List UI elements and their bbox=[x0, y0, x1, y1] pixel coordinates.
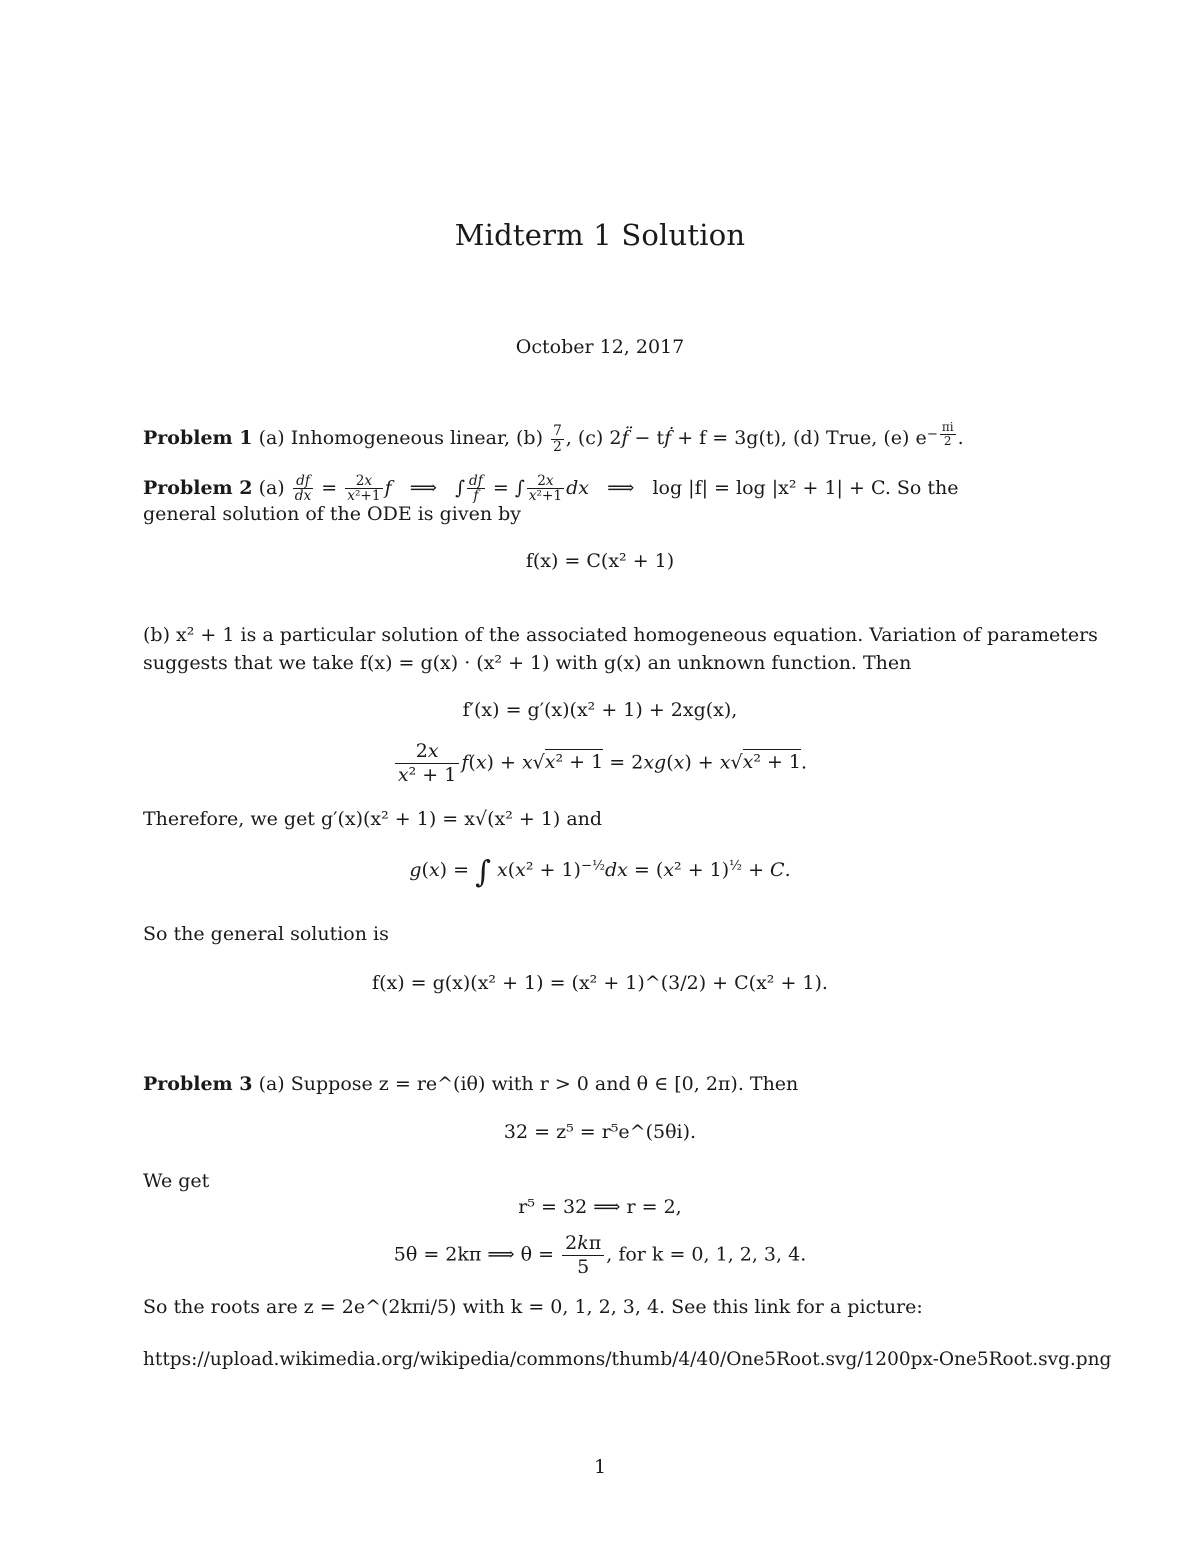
equation-integral: g(x) = ∫ $x(x^2 + 1)^{-\frac{1}{2}}dx = (x^2 + 1)^{\frac{1}{2}} + C$. bbox=[409, 855, 791, 890]
problem-2-line-2: general solution of the ODE is given by bbox=[143, 503, 521, 525]
exponent-e: − πi 2 bbox=[926, 420, 954, 448]
page-title: Midterm 1 Solution bbox=[454, 218, 746, 252]
equation-z5: 32 = z⁵ = r⁵e^(5θi). bbox=[503, 1121, 697, 1143]
equation-final-solution: f(x) = g(x)(x² + 1) = (x² + 1)^(3/2) + C(x² + 1). bbox=[372, 972, 828, 994]
equation-r: r⁵ = 32 ⟹ r = 2, bbox=[518, 1196, 682, 1218]
problem-1: Problem 1 (a) Inhomogeneous linear, (b) $\frac{7}{2}$ , (c) 2f̈ − tḟ + f = 3g(t), (d) True, (e) $e^{- \frac{\pi i}{2}}$ . bbox=[143, 420, 964, 455]
problem-2b-line-1: (b) x² + 1 is a particular solution of the associated homogeneous equation. Variation of parameters bbox=[143, 624, 1098, 646]
page-number: 1 bbox=[593, 1456, 607, 1478]
problem-2b-line-2: suggests that we take f(x) = g(x) · (x² + 1) with g(x) an unknown function. Then bbox=[143, 652, 912, 674]
problem-3-label: Problem 3 bbox=[143, 1073, 253, 1095]
problem-2-label: Problem 2 bbox=[143, 476, 253, 499]
problem-1-label: Problem 1 bbox=[143, 427, 253, 450]
problem-3-line-1: Problem 3 (a) Suppose z = re^(iθ) with r > 0 and θ ∈ [0, 2π). Then bbox=[143, 1073, 799, 1095]
equation-theta: 5θ = 2kπ ⟹ θ = $\frac{2k\pi}{5}$ , for k = 0, 1, 2, 3, 4. bbox=[393, 1232, 807, 1278]
problem-1-a: (a) Inhomogeneous linear, (b) bbox=[258, 427, 544, 450]
therefore-line: Therefore, we get g′(x)(x² + 1) = x√(x² + 1) and bbox=[143, 808, 603, 830]
date: October 12, 2017 bbox=[515, 336, 685, 358]
we-get: We get bbox=[143, 1170, 210, 1192]
wikimedia-link[interactable]: https://upload.wikimedia.org/wikipedia/commons/thumb/4/40/One5Root.svg/1200px-One5Root.svg.png bbox=[143, 1349, 1112, 1370]
problem-2-line-1: Problem 2 (a) $\frac{df}{dx}$ = $\frac{2x}{\text{x²+1}}$ f ⟹ ∫ $\frac{df}{f}$ = ∫ $\frac{2x}{\text{x²+1}}$ dx ⟹ log |f| = log |x² + 1| + C. So the bbox=[143, 473, 959, 505]
equation-derivative: f′(x) = g′(x)(x² + 1) + 2xg(x), bbox=[462, 699, 738, 721]
roots-line: So the roots are z = 2e^(2kπi/5) with k = 0, 1, 2, 3, 4. See this link for a picture: bbox=[143, 1296, 923, 1318]
equation-substitution: $\frac{2x}{\text{x² + 1}}$ f(x) + x√x² + 1 = 2xg(x) + x√x² + 1. bbox=[0, 740, 1200, 787]
equation-general-solution: f(x) = C(x² + 1) bbox=[525, 550, 675, 572]
fraction-7-2: $\frac{7}{2}$ bbox=[553, 423, 562, 455]
general-solution-line: So the general solution is bbox=[143, 923, 389, 945]
